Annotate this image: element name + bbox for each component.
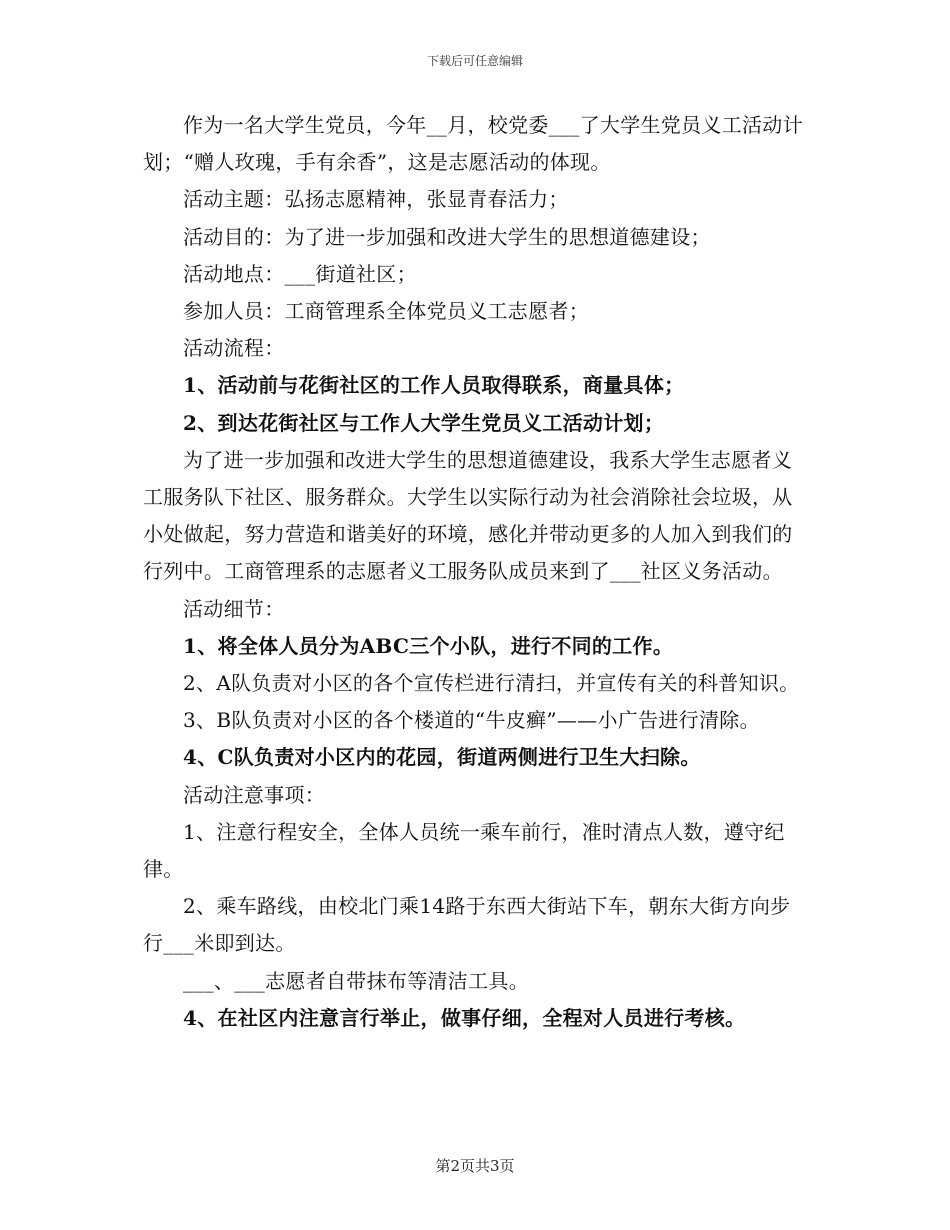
paragraph-process-step-2: 2、到达花街社区与工作人大学生党员义工活动计划； (183, 410, 665, 435)
paragraph-detail-1: 1、将全体人员分为ABC三个小队，进行不同的工作。 (183, 633, 674, 658)
paragraph-participants: 参加人员：工商管理系全体党员义工志愿者； (183, 299, 589, 324)
paragraph-note-3: ___、___志愿者自带抹布等清洁工具。 (183, 968, 529, 993)
paragraph-note-2: 2、乘车路线，由校北门乘14路于东西大街站下车，朝东大街方向步行___米即到达。 (143, 894, 791, 956)
paragraph-note-1: 1、注意行程安全，全体人员统一乘车前行，准时清点人数，遵守纪律。 (143, 819, 785, 882)
paragraph-purpose: 活动目的：为了进一步加强和改进大学生的思想道德建设； (183, 224, 711, 249)
paragraph-intro: 作为一名大学生党员，今年__月，校党委___了大学生党员义工活动计划；“赠人玫瑰，手有余香”，这是志愿活动的体现。 (143, 113, 803, 175)
paragraph-process-step-1: 1、活动前与花街社区的工作人员取得联系，商量具体； (183, 373, 685, 398)
page-header: 下载后可任意编辑 (426, 54, 523, 68)
paragraph-theme: 活动主题：弘扬志愿精神，张显青春活力； (183, 187, 569, 212)
paragraph-note-4: 4、在社区内注意言行举止，做事仔细，全程对人员进行考核。 (183, 1005, 746, 1030)
paragraph-detail-3: 3、B队负责对小区的各个楼道的“牛皮癣”——小广告进行清除。 (183, 708, 760, 733)
paragraph-detail-2: 2、A队负责对小区的各个宣传栏进行清扫，并宣传有关的科普知识。 (183, 671, 800, 696)
paragraph-detail-4: 4、C队负责对小区内的花园，街道两侧进行卫生大扫除。 (183, 745, 701, 770)
paragraph-process-heading: 活动流程： (183, 336, 285, 361)
page-footer: 第2页共3页 (435, 1157, 515, 1175)
paragraph-description: 为了进一步加强和改进大学生的思想道德建设，我系大学生志愿者义工服务队下社区、服务群众。大学生以实际行动为社会消除社会垃圾，从小处做起，努力营造和谐美好的环境，感化并带动更多的人加入到我们的行列中。工商管理系的志愿者义工服务队成员来到了___社区义务活动。 (143, 447, 793, 584)
paragraph-details-heading: 活动细节： (183, 596, 285, 621)
document-body (143, 107, 810, 1037)
paragraph-location: 活动地点：___街道社区； (183, 261, 417, 286)
paragraph-notes-heading: 活动注意事项： (183, 782, 326, 807)
